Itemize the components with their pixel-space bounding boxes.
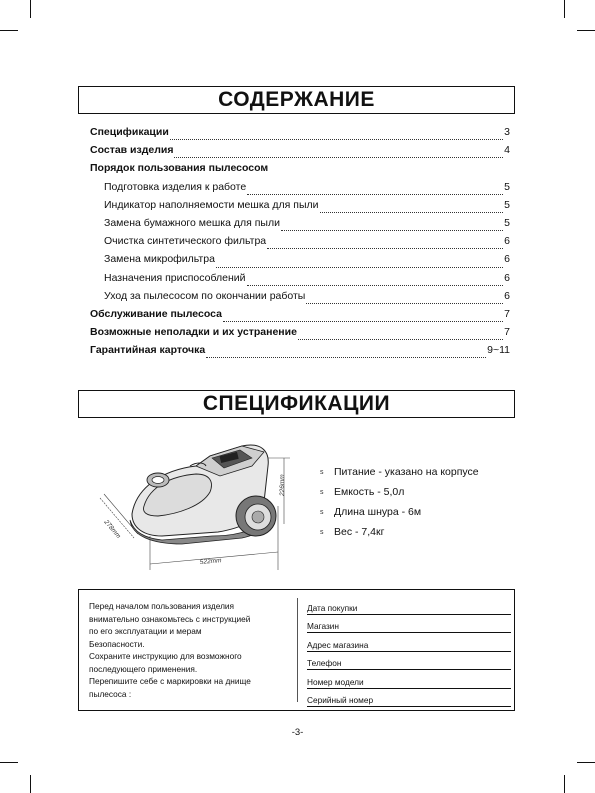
toc-item[interactable] (90, 235, 510, 253)
form-field-label: Адрес магазина (307, 639, 369, 650)
crop-mark (577, 762, 595, 763)
spec-item-text: Вес - 7,4кг (334, 526, 385, 538)
toc-item-title: Очистка синтетического фильтра (104, 235, 267, 248)
spec-item-text: Емкость - 5,0л (334, 486, 405, 498)
form-field-line[interactable] (307, 689, 511, 708)
toc-item-title: Спецификации (90, 126, 169, 138)
notice-divider (297, 598, 298, 702)
height-dimension-label: 226mm (279, 474, 286, 496)
toc-item[interactable] (90, 253, 510, 271)
form-field-label: Магазин (307, 621, 340, 631)
toc-leader-dots (320, 212, 504, 213)
form-field-label: Телефон (307, 658, 342, 668)
spec-item (320, 502, 520, 522)
toc-item[interactable] (90, 290, 510, 308)
page-number: -3- (291, 727, 304, 738)
toc-item-title: Состав изделия (90, 144, 174, 157)
toc-page-number: 9~11 (487, 344, 510, 357)
toc-leader-dots (298, 339, 503, 340)
toc-item[interactable] (90, 199, 510, 217)
spec-item-text: Длина шнура - 6м (334, 506, 422, 518)
notice-line: последующего применения. (89, 663, 198, 674)
toc-leader-dots (306, 303, 503, 304)
toc-item[interactable] (90, 217, 510, 235)
length-dimension-label: 522mm (199, 557, 222, 566)
toc-item[interactable] (90, 126, 510, 144)
notice-line: Безопасности. (89, 638, 145, 649)
toc-page-number: 6 (504, 289, 510, 302)
contents-title: СОДЕРЖАНИЕ (78, 86, 515, 114)
vacuum-cleaner-illustration (92, 436, 312, 576)
form-field-line[interactable] (307, 615, 511, 634)
bullet-icon: s (320, 468, 324, 476)
spec-item (320, 462, 520, 482)
toc-leader-dots (267, 248, 503, 249)
crop-mark (30, 0, 31, 18)
toc-item[interactable] (90, 272, 510, 290)
toc-item[interactable] (90, 308, 510, 326)
width-dimension-label: 278mm (102, 518, 122, 540)
toc-item-title: Возможные неполадки и их устранение (90, 326, 297, 339)
crop-mark (30, 775, 31, 793)
toc-item[interactable] (90, 181, 510, 199)
toc-item-title: Гарантийная карточка (90, 344, 206, 357)
notice-box (78, 589, 515, 711)
toc-page-number: 5 (504, 198, 510, 211)
toc-leader-dots (281, 230, 503, 231)
toc-item-title: Замена микрофильтра (104, 253, 215, 266)
notice-line: Перед началом пользования изделия (89, 601, 235, 611)
toc-item[interactable] (90, 162, 510, 180)
toc-leader-dots (174, 157, 503, 158)
form-field-line[interactable] (307, 596, 511, 615)
crop-mark (564, 0, 565, 18)
toc-leader-dots (223, 321, 503, 322)
notice-line: внимательно ознакомьтесь с инструкцией (89, 613, 251, 624)
spec-list (320, 462, 520, 542)
toc-page-number: 7 (504, 307, 510, 320)
form-field-label: Номер модели (307, 676, 364, 687)
toc-item-title: Назначения приспособлений (104, 271, 246, 284)
toc-item-title: Замена бумажного мешка для пыли (104, 216, 280, 229)
notice-line: Перепишите себе с маркировки на днище (89, 676, 251, 686)
notice-text (89, 600, 289, 700)
crop-mark (0, 762, 18, 763)
form-field-line[interactable] (307, 633, 511, 652)
toc-page-number: 5 (504, 180, 510, 193)
spec-item (320, 522, 520, 542)
toc-page-number: 6 (504, 235, 510, 248)
toc-page-number: 6 (504, 271, 510, 284)
spec-item (320, 482, 520, 502)
bullet-icon: s (320, 528, 324, 536)
toc-page-number: 3 (504, 126, 510, 138)
form-field-line[interactable] (307, 652, 511, 671)
toc-page-number: 7 (504, 326, 510, 339)
specs-title: СПЕЦИФИКАЦИИ (78, 390, 515, 418)
toc-leader-dots (216, 267, 503, 268)
notice-line: пылесоса : (89, 688, 132, 699)
toc-leader-dots (247, 194, 503, 195)
spec-item-text: Питание - указано на корпусе (334, 466, 479, 478)
crop-mark (577, 30, 595, 31)
toc-item-title: Порядок пользования пылесосом (90, 162, 269, 175)
toc-leader-dots (206, 357, 486, 358)
notice-line: по его эксплуатации и мерам (89, 626, 202, 636)
toc-item[interactable] (90, 326, 510, 344)
toc-leader-dots (247, 285, 504, 286)
toc-leader-dots (170, 139, 503, 140)
form-field-label: Серийный номер (307, 695, 374, 705)
table-of-contents (90, 126, 510, 362)
crop-mark (0, 30, 18, 31)
toc-page-number: 6 (504, 253, 510, 266)
toc-item-title: Индикатор наполняемости мешка для пыли (104, 198, 319, 211)
bullet-icon: s (320, 488, 324, 496)
toc-item-title: Подготовка изделия к работе (104, 180, 247, 193)
crop-mark (564, 775, 565, 793)
toc-item-title: Обслуживание пылесоса (90, 307, 222, 320)
bullet-icon: s (320, 508, 324, 516)
purchase-info-form (307, 596, 511, 707)
toc-item[interactable] (90, 344, 510, 362)
toc-item-title: Уход за пылесосом по окончании работы (104, 289, 306, 302)
form-field-line[interactable] (307, 670, 511, 689)
form-field-label: Дата покупки (307, 602, 358, 613)
toc-page-number: 5 (504, 216, 510, 229)
notice-line: Сохраните инструкцию для возможного (89, 651, 242, 661)
toc-page-number: 4 (504, 144, 510, 157)
toc-item[interactable] (90, 144, 510, 162)
